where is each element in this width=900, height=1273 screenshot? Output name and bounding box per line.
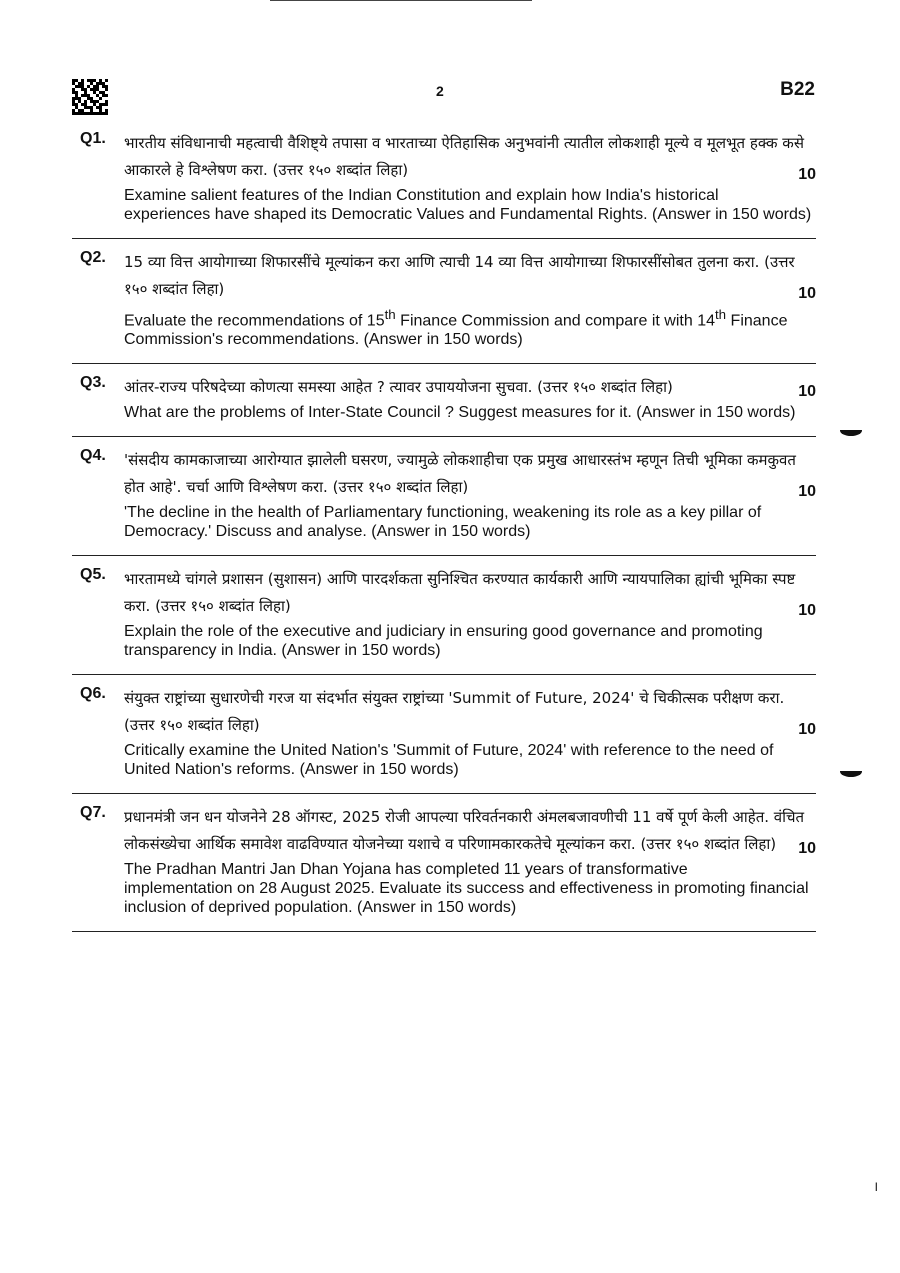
question-item — [72, 374, 816, 437]
question-list — [72, 130, 816, 942]
superscript: th — [384, 307, 396, 322]
margin-mark — [840, 430, 862, 436]
question-item — [72, 685, 816, 794]
question-english: 'The decline in the health of Parliamentary functioning, weakening its role as a key pillar of Democracy.' Discuss and analyse. (Answer in 150 words) — [124, 504, 762, 541]
question-english-part: Finance Commission's recommendations. (Answer in 150 words) — [124, 312, 788, 349]
question-marathi-text: आंतर-राज्य परिषदेच्या कोणत्या समस्या आहेत ? त्यावर उपाययोजना सुचवा. (उत्तर १५० शब्दांत लिहा) — [124, 378, 673, 397]
question-english-part: Finance Commission and compare it with 14 — [395, 312, 715, 330]
question-english — [124, 305, 816, 349]
question-number: Q5. — [80, 566, 106, 584]
marks: 10 — [798, 721, 816, 739]
question-marathi — [124, 447, 816, 501]
footer-mark: I — [874, 1180, 878, 1194]
paper-code: B22 — [780, 79, 815, 100]
question-number: Q2. — [80, 249, 106, 266]
margin-mark — [840, 771, 862, 777]
question-item — [72, 447, 816, 556]
question-marathi-text: 'संसदीय कामकाजाच्या आरोग्यात झालेली घसरण, ज्यामुळे लोकशाहीचा एक प्रमुख आधारस्तंभ म्हणून तिची भूमिका कमकुवत होत आहे'. चर्चा आणि विश्लेषण करा. (उत्तर १५० शब्दांत लिहा) — [124, 451, 796, 497]
question-marathi-text: 15 व्या वित्त आयोगाच्या शिफारसींचे मूल्यांकन करा आणि त्याची 14 व्या वित्त आयोगाच्या शिफारसींसोबत तुलना करा. (उत्तर १५० शब्दांत लिहा) — [124, 253, 795, 298]
question-item — [72, 130, 816, 239]
question-marathi — [124, 249, 816, 303]
question-marathi-text: भारतीय संविधानाची महत्वाची वैशिष्ट्ये तपासा व भारताच्या ऐतिहासिक अनुभवांनी त्यातील लोकशाही मूल्ये व मूलभूत हक्क कसे आकारले हे विश्लेषण करा. (उत्तर १५० शब्दांत लिहा) — [124, 134, 804, 179]
marks: 10 — [798, 483, 816, 501]
top-rule — [270, 0, 532, 1]
question-item — [72, 249, 816, 364]
question-number: Q4. — [80, 447, 106, 465]
question-marathi — [124, 130, 816, 184]
marks: 10 — [798, 602, 816, 620]
marks: 10 — [798, 166, 816, 183]
question-english: What are the problems of Inter-State Council ? Suggest measures for it. (Answer in 150 words) — [124, 404, 796, 422]
page-number: 2 — [436, 83, 444, 99]
question-marathi — [124, 685, 816, 739]
question-marathi — [124, 374, 816, 401]
marks: 10 — [798, 383, 816, 401]
question-number: Q7. — [80, 804, 106, 822]
question-marathi — [124, 566, 816, 620]
question-marathi — [124, 804, 816, 858]
question-english: Explain the role of the executive and judiciary in ensuring good governance and promoting transparency in India. (Answer in 150 words) — [124, 623, 763, 660]
question-english: Examine salient features of the Indian Constitution and explain how India's historical experiences have shaped its Democratic Values and Fundamental Rights. (Answer in 150 words) — [124, 187, 812, 223]
marks: 10 — [798, 840, 816, 858]
question-english-part: Evaluate the recommendations of 15 — [124, 312, 385, 330]
question-item — [72, 804, 816, 932]
qr-code-icon — [72, 79, 108, 115]
question-marathi-text: भारतामध्ये चांगले प्रशासन (सुशासन) आणि पारदर्शकता सुनिश्चित करण्यात कार्यकारी आणि न्यायपालिका ह्यांची भूमिका स्पष्ट करा. (उत्तर १५० शब्दांत लिहा) — [124, 570, 796, 616]
superscript: th — [714, 307, 727, 322]
question-marathi-text: संयुक्त राष्ट्रांच्या सुधारणेची गरज या संदर्भात संयुक्त राष्ट्रांच्या 'Summit of Future, 2024' चे चिकीत्सक परीक्षण करा. (उत्तर १५० शब्दांत लिहा) — [124, 689, 785, 735]
question-english: Critically examine the United Nation's 'Summit of Future, 2024' with reference to the need of United Nation's reforms. (Answer in 150 words) — [124, 742, 774, 779]
question-item — [72, 566, 816, 675]
question-number: Q1. — [80, 130, 106, 147]
marks: 10 — [798, 285, 816, 302]
question-number: Q3. — [80, 374, 106, 392]
question-marathi-text: प्रधानमंत्री जन धन योजनेने 28 ऑगस्ट, 2025 रोजी आपल्या परिवर्तनकारी अंमलबजावणीची 11 वर्षे पूर्ण केली आहेत. वंचित लोकसंख्येचा आर्थिक समावेश वाढविण्यात योजनेच्या यशाचे व परिणामकारकतेचे मूल्यांकन करा. (उत्तर १५० शब्दांत लिहा) — [124, 808, 805, 854]
question-english: The Pradhan Mantri Jan Dhan Yojana has completed 11 years of transformative implementation on 28 August 2025. Evaluate its success and effectiveness in promoting financial inclusion of deprived population. (Answer in 150 words) — [124, 861, 809, 917]
question-number: Q6. — [80, 685, 106, 703]
